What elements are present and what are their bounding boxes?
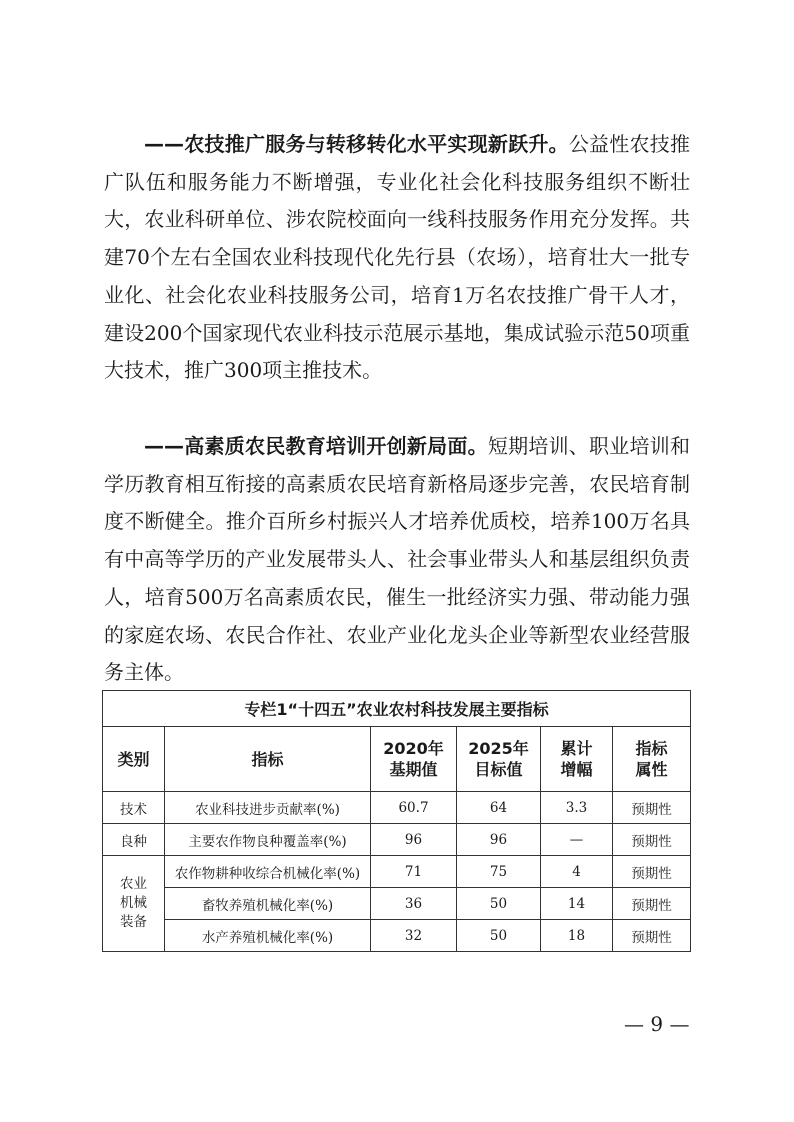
cell-indicator: 水产养殖机械化率(%) [165,920,371,952]
cell-base: 71 [371,856,457,888]
table-row [103,856,691,888]
cell-growth: 4 [541,856,613,888]
cell-indicator: 主要农作物良种覆盖率(%) [165,824,371,856]
cell-target: 64 [457,792,541,824]
cell-base: 36 [371,888,457,920]
header-growth: 累计 增幅 [541,727,613,792]
cell-attribute: 预期性 [613,824,691,856]
header-indicator: 指标 [165,727,371,792]
cell-growth: 3.3 [541,792,613,824]
cell-attribute: 预期性 [613,920,691,952]
cell-growth: 14 [541,888,613,920]
cell-target: 50 [457,888,541,920]
header-category: 类别 [103,727,165,792]
paragraph-tech-extension [104,126,690,390]
header-target: 2025年 目标值 [457,727,541,792]
cell-category: 良种 [103,824,165,856]
cell-indicator: 农业科技进步贡献率(%) [165,792,371,824]
cell-target: 96 [457,824,541,856]
cell-target: 50 [457,920,541,952]
paragraph-heading: ——农技推广服务与转移转化水平实现新跃升。 [144,132,569,156]
cell-growth: 18 [541,920,613,952]
table-row [103,888,691,920]
cell-indicator: 农作物耕种收综合机械化率(%) [165,856,371,888]
paragraph-farmer-training [104,428,690,692]
table-row [103,920,691,952]
paragraph-body: 短期培训、职业培训和学历教育相互衔接的高素质农民培育新格局逐步完善，农民培育制度不断健全。推介百所乡村振兴人才培养优质校，培养100万名具有中高等学历的产业发展带头人、社会事业带头人和基层组织负责人，培育500万名高素质农民，催生一批经济实力强、带动能力强的家庭农场、农民合作社、农业产业化龙头企业等新型农业经营服务主体。 [104,434,691,685]
cell-attribute: 预期性 [613,888,691,920]
table-row [103,792,691,824]
cell-base: 96 [371,824,457,856]
table-row [103,824,691,856]
cell-category: 技术 [103,792,165,824]
cell-growth: — [541,824,613,856]
paragraph-body: 公益性农技推广队伍和服务能力不断增强，专业化社会化科技服务组织不断壮大，农业科研单位、涉农院校面向一线科技服务作用充分发挥。共建70个左右全国农业科技现代化先行县（农场），培育壮大一批专业化、社会化农业科技服务公司，培育1万名农技推广骨干人才，建设200个国家现代农业科技示范展示基地，集成试验示范50项重大技术，推广300项主推技术。 [104,132,691,383]
cell-target: 75 [457,856,541,888]
indicators-table [102,690,691,952]
paragraph-heading: ——高素质农民教育培训开创新局面。 [144,434,488,458]
header-attribute: 指标 属性 [613,727,691,792]
header-base: 2020年 基期值 [371,727,457,792]
cell-base: 32 [371,920,457,952]
cell-category-machinery: 农业 机械 装备 [103,856,165,952]
cell-base: 60.7 [371,792,457,824]
cell-indicator: 畜牧养殖机械化率(%) [165,888,371,920]
cell-attribute: 预期性 [613,856,691,888]
table-caption: 专栏1“十四五”农业农村科技发展主要指标 [103,691,691,727]
table-header-row [103,727,691,792]
page-number: — 9 — [624,1012,690,1036]
cell-attribute: 预期性 [613,792,691,824]
